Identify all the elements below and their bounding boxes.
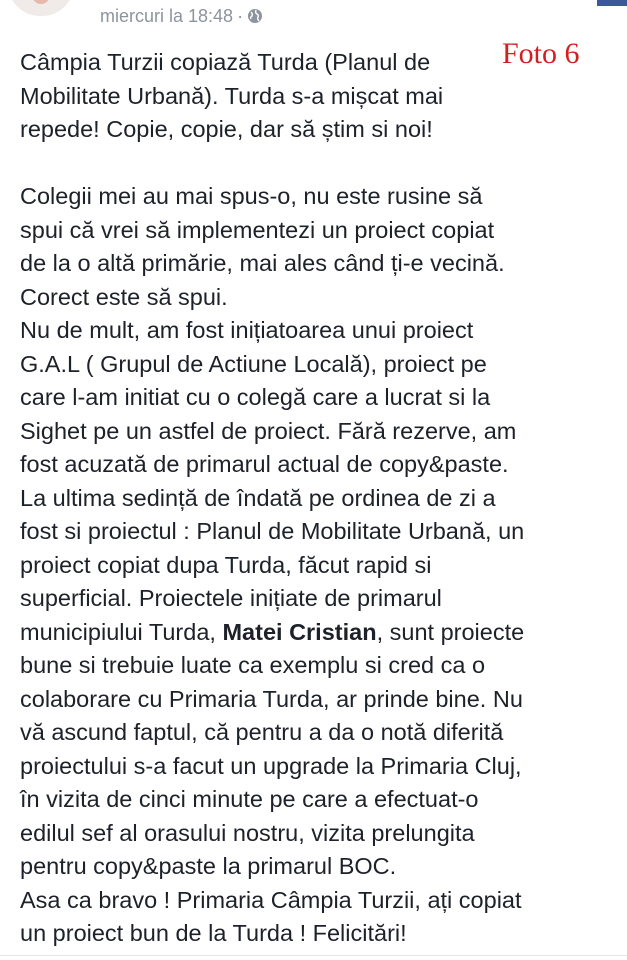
post-header	[0, 0, 627, 30]
post-text-line: care l-am initiat cu o colegă care a lucrat si la	[20, 384, 491, 410]
post-text-line: Mobilitate Urbană). Turda s-a mișcat mai	[20, 82, 444, 109]
post-text-line: G.A.L ( Grupul de Actiune Locală), proiect pe	[20, 350, 487, 377]
post-text-line: pentru copy&paste la primarul BOC.	[20, 853, 397, 879]
post-text-line: Corect este să spui.	[20, 283, 228, 310]
post-text-line: spui că vrei să implementezi un proiect copiat	[20, 216, 495, 243]
post-text-line: colaborare cu Primaria Turda, ar prinde bine. Nu	[20, 685, 523, 712]
post-text-line: Sighet pe un astfel de proiect. Fără rezerve, am	[20, 417, 517, 444]
avatar-face-shape	[32, 0, 50, 4]
post-text-line: fost acuzată de primarul actual de copy&paste.	[20, 451, 509, 477]
post-text-line: La ultima sedință de îndată pe ordinea de zi a	[20, 484, 496, 511]
globe-icon[interactable]	[247, 8, 263, 28]
post-text-line: edilul sef al orasului nostru, vizita prelungita	[20, 819, 475, 846]
post-text-line	[20, 147, 620, 181]
post-text-line: Colegii mei au mai spus-o, nu este rusine să	[20, 183, 483, 209]
navbar-edge	[597, 0, 627, 6]
post-text-line: proiect copiat dupa Turda, făcut rapid si	[20, 551, 432, 578]
post-timestamp[interactable]	[100, 6, 263, 28]
post-text-line: Asa ca bravo ! Primaria Câmpia Turzii, ați copiat	[20, 886, 522, 913]
post-text-line: proiectului s-a facut un upgrade la Primaria Cluj,	[20, 752, 522, 779]
mentioned-name[interactable]: Matei Cristian	[222, 618, 377, 645]
post-text-line: vă ascund faptul, că pentru a da o notă diferită	[20, 719, 504, 745]
post-divider	[0, 955, 627, 956]
post-text-line	[20, 616, 620, 650]
post-text-line: fost si proiectul : Planul de Mobilitate Urbană, un	[20, 518, 525, 544]
post-text-segment: municipiului Turda,	[20, 618, 223, 645]
post-text-segment: , sunt proiecte	[376, 618, 525, 645]
author-avatar[interactable]	[8, 0, 74, 16]
post-text-line: repede! Copie, copie, dar să știm si noi!	[20, 116, 433, 142]
post-text-line: Câmpia Turzii copiază Turda (Planul de	[20, 49, 431, 75]
photo-number-label: Foto 6	[502, 37, 580, 70]
post-text-line: bune si trebuie luate ca exemplu si cred ca o	[20, 652, 486, 678]
post-text-line: de la o altă primărie, mai ales când ți-e vecină.	[20, 250, 505, 276]
post-text-line: superficial. Proiectele inițiate de primarul	[20, 585, 442, 611]
post-text-line: un proiect bun de la Turda ! Felicitări!	[20, 920, 407, 946]
timestamp-separator: ·	[237, 6, 244, 26]
post-text-line: Nu de mult, am fost inițiatoarea unui proiect	[20, 317, 474, 343]
post-body	[20, 46, 620, 951]
post-text-line: în vizita de cinci minute pe care a efectuat-o	[20, 786, 479, 812]
timestamp-text: miercuri la 18:48	[100, 6, 234, 26]
